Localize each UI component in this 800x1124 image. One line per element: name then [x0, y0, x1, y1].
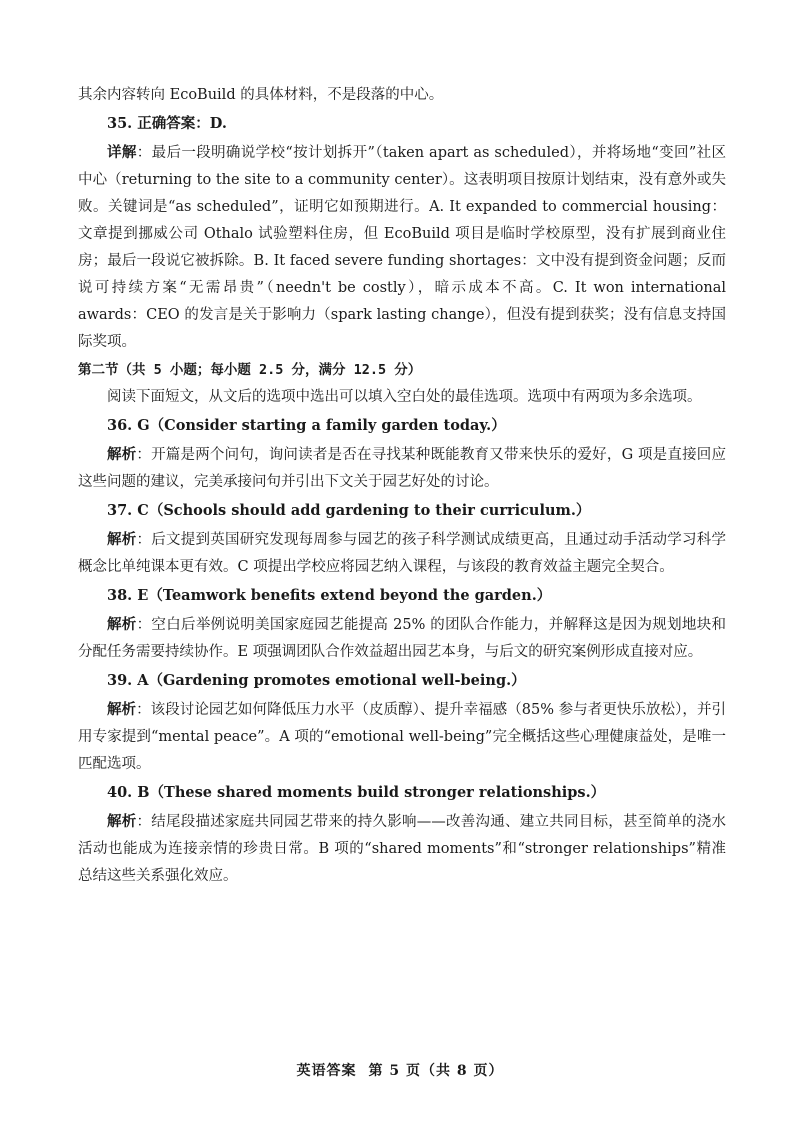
q37-text: ：后文提到英国研究发现每周参与园艺的孩子科学测试成绩更高，且通过动手活动学习科学概念比单纯课本更有效。C 项提出学校应将园艺纳入课程，与该段的教育效益主题完全契合。 [78, 532, 727, 575]
q37-answer: 37. C（Schools should add gardening to their curriculum.） [107, 502, 591, 519]
section2-heading: 第二节（共 5 小题；每小题 2.5 分，满分 12.5 分） [78, 362, 422, 378]
q36-text: ：开篇是两个问句，询问读者是否在寻找某种既能教育又带来快乐的爱好，G 项是直接回应这些问题的建议，完美承接问句并引出下文关于园艺好处的讨论。 [78, 447, 726, 490]
q38-explanation [78, 611, 726, 666]
q39-text: ：该段讨论园艺如何降低压力水平（皮质醇）、提升幸福感（85% 参与者更快乐放松），并引用专家提到“mental peace”。A 项的“emotional well-being”完全概括这些心理健康益处，是唯一匹配选项。 [78, 702, 726, 772]
q36-label: 解析 [107, 446, 137, 463]
answer-key-page [78, 82, 726, 890]
footer-page-number: 第 5 页（共 8 页） [368, 1063, 504, 1079]
q39-label: 解析 [107, 701, 137, 718]
q35-explanation [78, 139, 726, 356]
q38-text: ：空白后举例说明美国家庭园艺能提高 25% 的团队合作能力，并解释这是因为规划地块和分配任务需要持续协作。E 项强调团队合作效益超出园艺本身，与后文的研究案例形成直接对应。 [78, 617, 726, 660]
intro-line: 其余内容转向 EcoBuild 的具体材料，不是段落的中心。 [78, 87, 444, 103]
section2-instruction: 阅读下面短文，从文后的选项中选出可以填入空白处的最佳选项。选项中有两项为多余选项。 [107, 389, 702, 405]
q40-label: 解析 [107, 813, 137, 830]
q37-label: 解析 [107, 531, 137, 548]
q35-label: 详解 [107, 144, 137, 161]
page-footer [0, 1060, 800, 1080]
q40-answer: 40. B（These shared moments build stronger relationships.） [107, 784, 606, 801]
footer-subject: 英语答案 [296, 1063, 357, 1079]
q40-text: ：结尾段描述家庭共同园艺带来的持久影响——改善沟通、建立共同目标，甚至简单的浇水活动也能成为连接亲情的珍贵日常。B 项的“shared moments”和“stronger relationships”精准总结这些关系强化效应。 [78, 814, 726, 884]
q36-explanation [78, 441, 726, 496]
q37-explanation [78, 526, 726, 581]
q39-answer: 39. A（Gardening promotes emotional well-being.） [107, 672, 526, 689]
q38-answer: 38. E（Teamwork benefits extend beyond the garden.） [107, 587, 552, 604]
q35-text: ：最后一段明确说学校“按计划拆开”（taken apart as scheduled），并将场地“变回”社区中心（returning to the site to a community center）。这表明项目按原计划结束，没有意外或失败。关键词是“as scheduled”，证明它如预期进行。A. It expanded to commercial housing：文章提到挪威公司 Othalo 试验塑料住房，但 EcoBuild 项目是临时学校原型，没有扩展到商业住房；最后一段说它被拆除。B. It faced severe funding shortages：文中没有提到资金问题；反而说可持续方案“无需昂贵”（needn't be costly），暗示成本不高。C. It won international awards：CEO 的发言是关于影响力（spark lasting change），但没有提到获奖；没有信息支持国际奖项。 [78, 145, 726, 350]
q38-label: 解析 [107, 616, 137, 633]
q39-explanation [78, 696, 726, 778]
q36-answer: 36. G（Consider starting a family garden today.） [107, 417, 506, 434]
q40-explanation [78, 808, 726, 890]
q35-answer: 35. 正确答案：D. [107, 115, 227, 132]
